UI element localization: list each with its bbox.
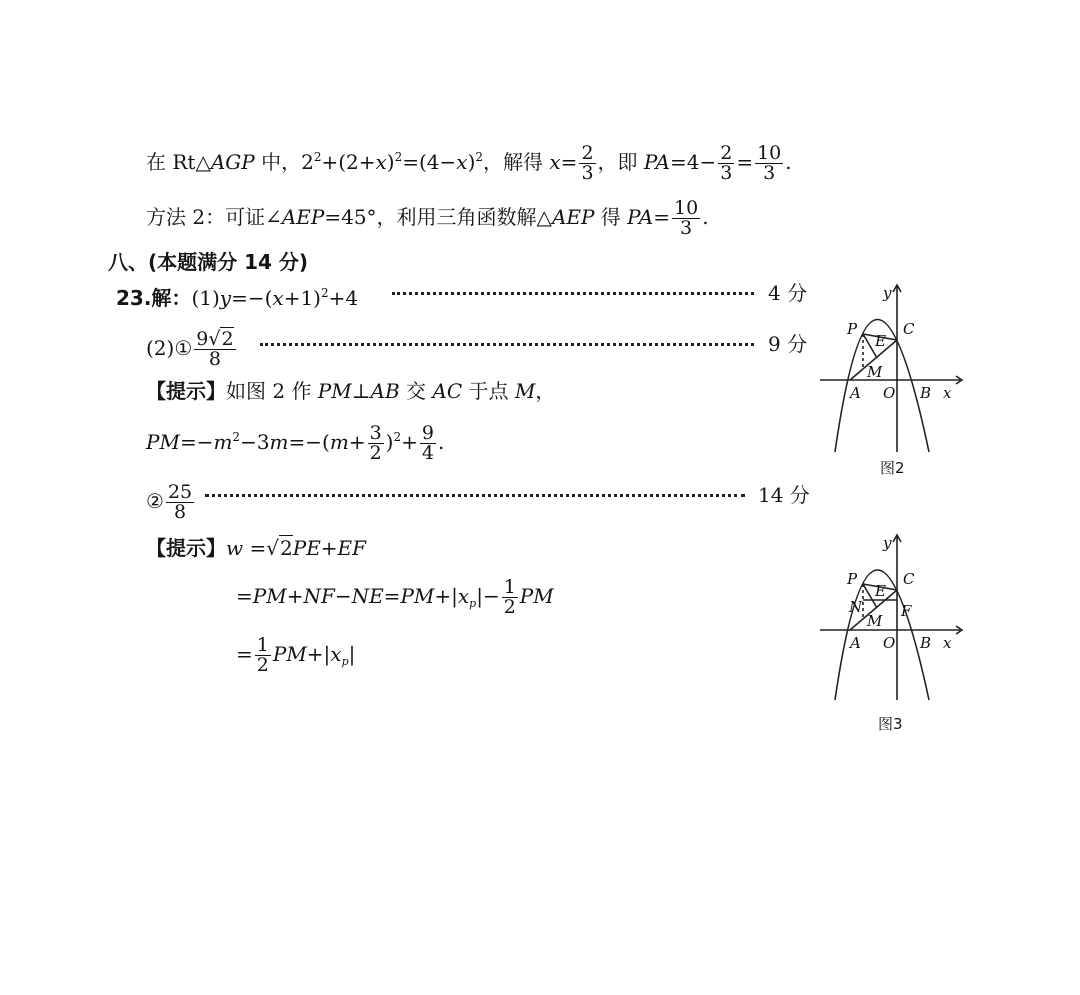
label-m: M <box>867 363 883 381</box>
label-a: A <box>850 384 861 402</box>
label-c: C <box>903 320 915 338</box>
fraction: $\frac{10}{3}$ <box>674 197 699 239</box>
figure-2-caption: 图2 <box>880 459 905 477</box>
fraction: $\frac{25}{8}$ <box>167 481 193 523</box>
fraction: $\frac{3}{2}$ <box>369 422 382 464</box>
label-y: y <box>883 284 892 302</box>
score-4: 4 分 <box>768 281 808 305</box>
dotted-leader <box>260 343 754 346</box>
label-y: y <box>883 534 892 552</box>
label-a: A <box>850 634 861 652</box>
fraction: $\frac{9}{4}$ <box>421 422 434 464</box>
fraction: $\frac{2}{3}$ <box>720 142 733 184</box>
fraction: $\frac{9√2}{8}$ <box>196 328 234 370</box>
hint-1: 【提示】如图 2 作 PM⊥AB 交 AC 于点 M， <box>146 379 556 403</box>
label-x: x <box>943 384 952 402</box>
dotted-leader <box>205 494 745 497</box>
label-o: O <box>883 634 896 652</box>
label-n: N <box>849 598 863 616</box>
label-b: B <box>920 634 932 652</box>
dotted-leader <box>392 292 754 295</box>
figure-3-caption: 图3 <box>878 715 903 733</box>
label-o: O <box>883 384 896 402</box>
label-f: F <box>901 602 912 620</box>
label-p: P <box>847 320 858 338</box>
q23-part2-1: (2)① $\frac{9√2}{8}$ <box>146 328 234 370</box>
hint-2: 【提示】w =√2PE+EF <box>146 536 367 560</box>
label-p: P <box>847 570 858 588</box>
fraction: $\frac{1}{2}$ <box>503 576 516 618</box>
label-x: x <box>943 634 952 652</box>
label-m: M <box>867 612 883 630</box>
score-9: 9 分 <box>768 332 808 356</box>
score-14: 14 分 <box>758 483 810 507</box>
q23-part1: 23.解：$(1)y=-(x+1)^2+4$ <box>116 286 359 310</box>
pm-expression: $PM=-m^2-3m=-(m+$ $\frac{3}{2}$ )$^2$+ $\frac{9}{4}$ . <box>146 422 445 464</box>
fraction: $\frac{10}{3}$ <box>757 142 782 184</box>
solution-line-2: 方法 2：可证∠AEP=45°，利用三角函数解△AEP 得 PA= $\frac{10}{3}$ . <box>146 197 709 239</box>
label-b: B <box>920 384 932 402</box>
section-heading: 八、(本题满分 14 分) <box>108 250 309 274</box>
label-e: E <box>875 332 886 350</box>
fraction: $\frac{2}{3}$ <box>581 142 594 184</box>
figure-2 <box>815 282 970 457</box>
label-e: E <box>875 582 886 600</box>
figure-3 <box>815 530 970 705</box>
solution-line-1: 在 Rt△AGP 中，$2^2+(2+x)^2=(4-x)^2$，解得 x= $\frac{2}{3}$ ，即 PA=4− $\frac{2}{3}$ = $\frac{10}{3}$ . <box>146 142 792 184</box>
q23-part2-2: ② $\frac{25}{8}$ <box>146 481 193 523</box>
hint-2-step-2: $=PM+NF-NE=PM+|x_p|-$ $\frac{1}{2}$ PM <box>236 576 554 618</box>
label-c: C <box>903 570 915 588</box>
fraction: $\frac{1}{2}$ <box>256 634 269 676</box>
hint-2-step-3: = $\frac{1}{2}$ $PM+|x_p|$ <box>236 634 356 676</box>
